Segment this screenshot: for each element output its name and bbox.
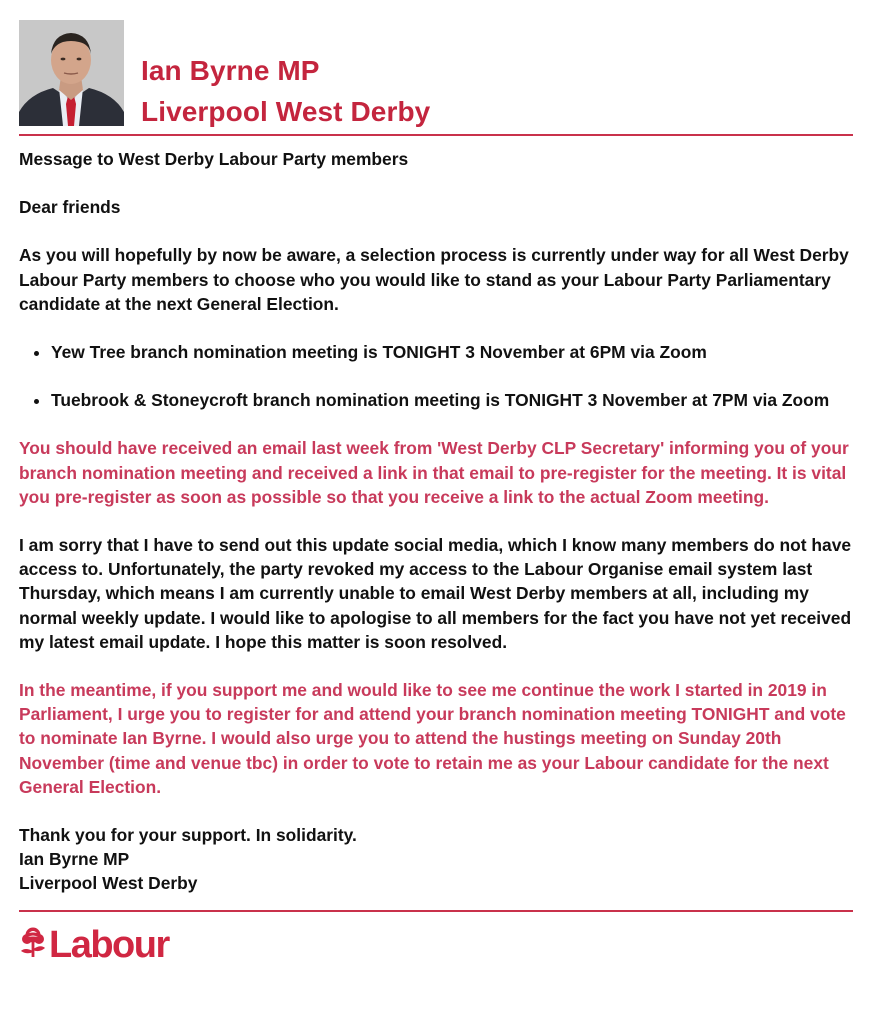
footer-divider [19, 910, 853, 912]
rose-icon [19, 925, 47, 964]
appeal-paragraph: In the meantime, if you support me and would like to see me continue the work I started in 2019 in Parliament, I urge you to register for and attend your branch nomination meeting TONIGHT and vote to nominate Ian Byrne. I would also urge you to attend the hustings meeting on Sunday 20th November (time and venue tbc) in order to vote to retain me as your Labour candidate for the next General Election. [19, 680, 846, 797]
mp-name: Ian Byrne MP [141, 55, 320, 86]
list-item: • Yew Tree branch nomination meeting is TONIGHT 3 November at 6PM via Zoom [51, 340, 855, 364]
letter-body [19, 147, 855, 896]
labour-logo [19, 925, 855, 965]
apology-paragraph: I am sorry that I have to send out this update social media, which I know many members do not have access to. Unfortunately, the party revoked my access to the Labour Organise email system last Thursday, which means I am currently unable to email West Derby members at all, including my normal weekly update. I would like to apologise to all members for the fact you have not yet received my latest email update. I hope this matter is soon resolved. [19, 535, 852, 652]
mp-portrait-photo [19, 20, 124, 126]
email-notice-paragraph: You should have received an email last week from 'West Derby CLP Secretary' informing you of your branch nomination meeting and received a link in that email to pre-register for the meeting. It is vital you pre-register as soon as possible so that you receive a link to the actual Zoom meeting. [19, 438, 849, 507]
signature-constituency: Liverpool West Derby [19, 873, 198, 894]
letter-subject: Message to West Derby Labour Party members [19, 149, 409, 169]
letter-signoff [19, 823, 855, 896]
letter-greeting: Dear friends [19, 197, 121, 218]
closing-line: Thank you for your support. In solidarity. [19, 825, 357, 846]
signature-name: Ian Byrne MP [19, 849, 130, 870]
header-divider [19, 134, 853, 136]
list-item: • Tuebrook & Stoneycroft branch nomination meeting is TONIGHT 3 November at 7PM via Zoom [51, 388, 855, 412]
meeting-list [19, 340, 855, 412]
letter-page [19, 20, 855, 965]
letter-header [19, 20, 855, 126]
labour-wordmark: Labour [49, 923, 169, 966]
constituency-name: Liverpool West Derby [141, 96, 431, 127]
letter-intro-paragraph: As you will hopefully by now be aware, a selection process is currently under way for all West Derby Labour Party members to choose who you would like to stand as your Labour Party Parliamentary candidate at the next General Election. [19, 245, 849, 314]
header-title-block [141, 20, 430, 132]
